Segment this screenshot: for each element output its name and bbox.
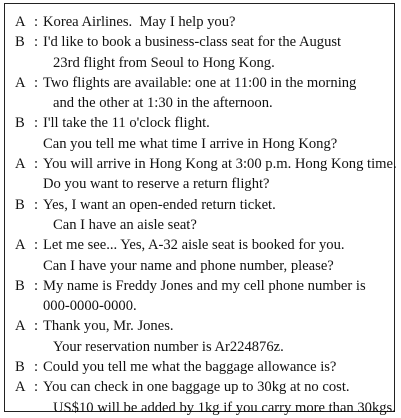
speaker-separator: : (33, 379, 39, 396)
turn-text (43, 73, 395, 114)
speaker-label: A (15, 237, 26, 254)
speaker-separator: : (33, 14, 39, 30)
speaker-separator: : (33, 237, 39, 254)
speaker-label: A (15, 379, 26, 396)
speaker-label: B (15, 277, 25, 294)
turn-text (43, 316, 395, 357)
turn-line: Let me see... Yes, A-32 aisle seat is booked for you. (43, 237, 345, 254)
turn-line: and the other at 1:30 in the afternoon. (53, 95, 273, 112)
dialogue-turn-9 (15, 316, 395, 357)
turn-line: Can I have your name and phone number, please? (43, 257, 334, 274)
speaker-separator: : (33, 318, 39, 335)
turn-line: 23rd flight from Seoul to Hong Kong. (53, 54, 275, 71)
turn-text (43, 235, 395, 276)
turn-text (43, 32, 395, 73)
turn-line: Can I have an aisle seat? (53, 216, 197, 233)
turn-text (43, 154, 397, 195)
speaker-label: B (15, 359, 25, 376)
turn-line: I'd like to book a business-class seat for the August (43, 34, 342, 51)
speaker-separator: : (33, 74, 39, 91)
speaker-label: B (15, 115, 25, 132)
turn-text (43, 377, 396, 418)
dialogue-turn-10 (15, 357, 395, 377)
speaker-separator: : (33, 115, 39, 132)
turn-line: Thank you, Mr. Jones. (43, 318, 174, 335)
dialogue-turn-3 (15, 73, 395, 114)
turn-text (43, 12, 395, 32)
turn-line: Korea Airlines. May I help you? (43, 14, 236, 30)
dialogue-turn-6 (15, 195, 395, 236)
turn-line: US$10 will be added by 1kg if you carry more than 30kgs. (53, 399, 396, 416)
speaker-label: A (15, 156, 26, 173)
dialogue-box (4, 3, 397, 416)
turn-text (43, 357, 395, 377)
speaker-label: B (15, 196, 25, 213)
speaker-label: A (15, 318, 26, 335)
turn-text (43, 113, 395, 154)
turn-text (43, 195, 395, 236)
turn-line: Yes, I want an open-ended return ticket. (43, 196, 276, 213)
speaker-separator: : (33, 34, 39, 51)
turn-line: You can check in one baggage up to 30kg at no cost. (43, 379, 350, 396)
turn-line: Do you want to reserve a return flight? (43, 176, 270, 193)
turn-line: You will arrive in Hong Kong at 3:00 p.m. Hong Kong time. (43, 156, 397, 173)
dialogue-turn-7 (15, 235, 395, 276)
turn-line: Can you tell me what time I arrive in Hong Kong? (43, 135, 338, 152)
turn-line: 000-0000-0000. (43, 298, 137, 315)
turn-line: I'll take the 11 o'clock flight. (43, 115, 210, 132)
speaker-label: B (15, 34, 25, 51)
speaker-separator: : (33, 277, 39, 294)
turn-line: Your reservation number is Ar224876z. (53, 338, 284, 355)
speaker-separator: : (33, 196, 39, 213)
speaker-label: A (15, 14, 26, 30)
dialogue-turn-8 (15, 276, 395, 317)
speaker-separator: : (33, 359, 39, 376)
turn-line: Could you tell me what the baggage allowance is? (43, 359, 337, 376)
turn-line: Two flights are available: one at 11:00 in the morning (43, 74, 357, 91)
dialogue-turn-4 (15, 113, 395, 154)
dialogue-turn-2 (15, 32, 395, 73)
turn-text (43, 276, 395, 317)
speaker-label: A (15, 74, 26, 91)
dialogue-turn-5 (15, 154, 395, 195)
dialogue-turn-1 (15, 12, 395, 32)
turn-line: My name is Freddy Jones and my cell phone number is (43, 277, 366, 294)
dialogue (15, 12, 395, 418)
speaker-separator: : (33, 156, 39, 173)
dialogue-turn-11 (15, 377, 395, 418)
